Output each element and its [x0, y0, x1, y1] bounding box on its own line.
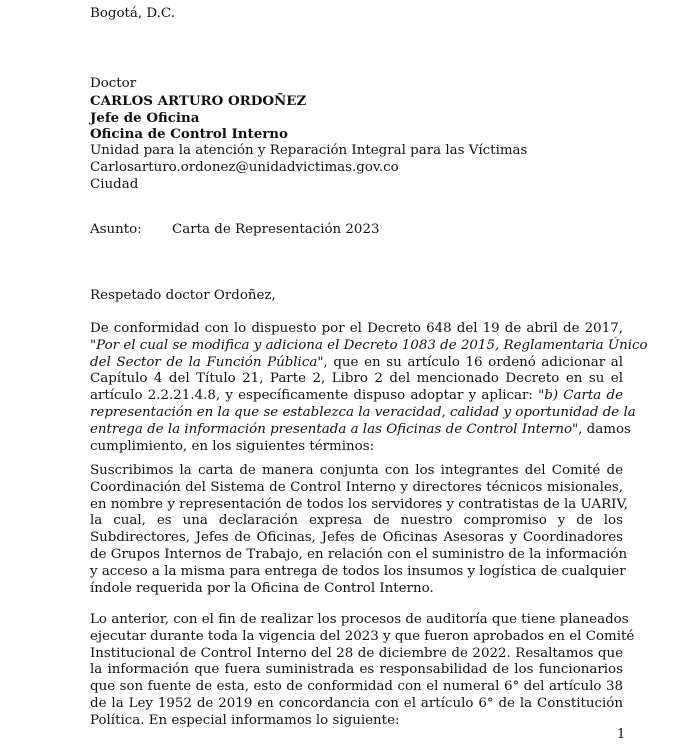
- p2-line: y acceso a la misma para entrega de todos los insumos y logística de cualquier: [90, 563, 626, 579]
- p2-line: Subdirectores, Jefes de Oficinas, Jefes de Oficinas Asesoras y Coordinadores: [90, 530, 623, 546]
- paragraph-2: [90, 463, 629, 597]
- p3-line: Institucional de Control Interno del 28 de diciembre de 2022. Resaltamos que: [90, 645, 623, 661]
- p2-line: índole requerida por la Oficina de Control Interno.: [90, 580, 434, 596]
- p3-line: que son fuente de esta, esto de conformidad con el numeral 6° del artículo 38: [90, 679, 623, 695]
- place-line: [90, 6, 623, 23]
- recipient-office: Oficina de Control Interno: [90, 126, 288, 143]
- p3-line: de la Ley 1952 de 2019 en concordancia con el artículo 6° de la Constitución: [90, 695, 623, 711]
- recipient-role: Jefe de Oficina: [90, 109, 200, 126]
- p1-line: cumplimiento, en los siguientes términos:: [90, 438, 375, 454]
- p2-line: de Grupos Internos de Trabajo, en relación con el suministro de la información: [90, 546, 628, 562]
- paragraph-3: [90, 612, 635, 730]
- p1-quote: "b) Carta de: [538, 388, 623, 404]
- recipient-email[interactable]: Carlosarturo.ordonez@unidadvictimas.gov.co: [90, 159, 399, 175]
- paragraph-1: [90, 321, 648, 455]
- p1-text: artículo 2.2.21.4.8, y específicamente dispuso adoptar y aplicar:: [90, 388, 539, 404]
- p1-line: "Por el cual se modifica y adiciona el Decreto 1083 de 2015, Reglamentaria Único: [90, 337, 648, 353]
- p1-text: , damos: [578, 421, 631, 437]
- subject-text: Carta de Representación 2023: [172, 222, 380, 237]
- p1-quote: del Sector de la Función Pública": [90, 354, 324, 370]
- p1-line: De conformidad con lo dispuesto por el Decreto 648 del 19 de abril de 2017,: [90, 321, 623, 336]
- p2-line: Suscribimos la carta de manera conjunta con los integrantes del Comité de: [90, 463, 623, 478]
- greeting: [90, 288, 623, 305]
- p1-quote: entrega de la información presentada a las Oficinas de Control Interno": [90, 421, 579, 437]
- place-date: Bogotá, D.C.: [90, 6, 175, 21]
- p3-line: ejecutar durante toda la vigencia del 2023 y que fueron aprobados en el Comité: [90, 628, 635, 644]
- page-number: 1: [617, 727, 626, 742]
- recipient-name: CARLOS ARTURO ORDOÑEZ: [90, 92, 307, 109]
- p1-text: , que en su artículo 16 ordenó adicionar al: [323, 354, 623, 370]
- greeting-text: Respetado doctor Ordoñez,: [90, 288, 276, 303]
- p2-line: en nombre y representación de todos los servidores y contratistas de la UARIV,: [90, 496, 629, 512]
- recipient-salutation: Doctor: [90, 76, 137, 91]
- p3-line: Política. En especial informamos lo siguiente:: [90, 712, 400, 728]
- p1-line: representación en la que se establezca la veracidad, calidad y oportunidad de la: [90, 404, 636, 420]
- p1-line: Capítulo 4 del Título 21, Parte 2, Libro 2 del mencionado Decreto en su el: [90, 371, 623, 387]
- p3-line: la información que fuera suministrada es responsabilidad de los funcionarios: [90, 662, 623, 678]
- p3-line: Lo anterior, con el fin de realizar los procesos de auditoría que tiene planeados: [90, 612, 629, 627]
- recipient-block: [90, 76, 623, 194]
- p2-line: la cual, es una declaración expresa de nuestro compromiso y de los: [90, 513, 623, 529]
- subject-line: [90, 222, 623, 239]
- recipient-city: Ciudad: [90, 176, 139, 192]
- p2-line: Coordinación del Sistema de Control Interno y directores técnicos misionales,: [90, 479, 623, 495]
- recipient-organization: Unidad para la atención y Reparación Integral para las Víctimas: [90, 143, 528, 159]
- subject-label: Asunto:: [90, 222, 142, 237]
